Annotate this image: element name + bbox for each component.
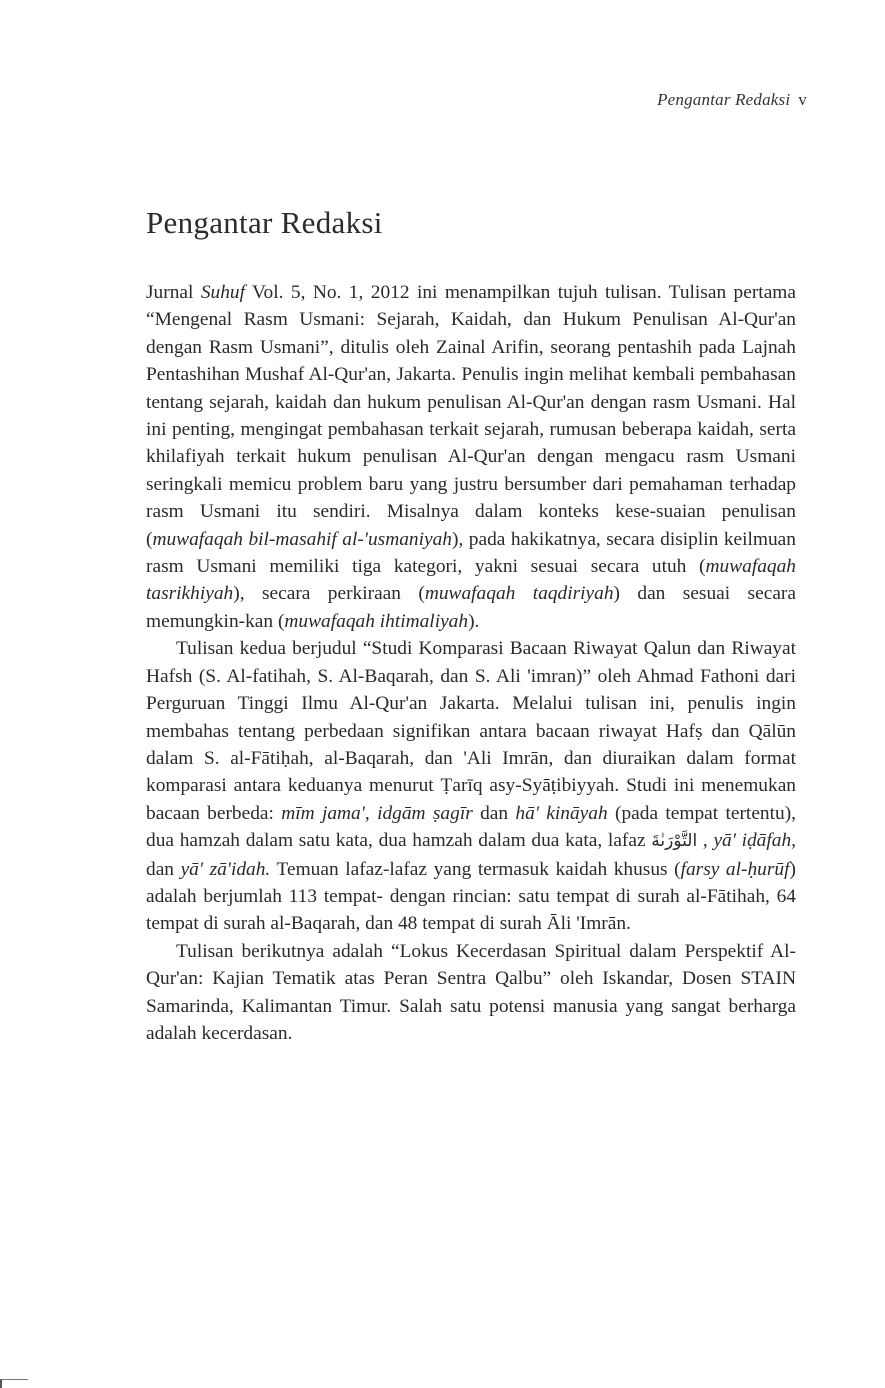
text-run: Jurnal xyxy=(146,282,201,303)
paragraph-3 xyxy=(146,938,796,1048)
text-run: dan xyxy=(472,802,516,824)
text-run: Vol. 5, No. 1, 2012 ini menampilkan tujuh tulisan. Tulisan pertama “Mengenal Rasm Usmani: Sejarah, Kaidah, dan Hukum Penulisan Al-Qur'an dengan Rasm Usmani”, ditulis oleh Zainal Arifin, seorang pentashih pada Lajnah Pentashihan Mushaf Al-Qur'an, Jakarta. Penulis ingin melihat kembali pembahasan tentang sejarah, kaidah dan hukum penulisan Al-Qur'an dengan rasm Usmani. Hal ini penting, mengingat pembahasan terkait sejarah, rumusan beberapa kaidah, serta khilafiyah terkait hukum penulisan Al-Qur'an dengan mengacu rasm Usmani seringkali memicu problem baru yang justru bersumber dari pemahaman terhadap rasm Usmani itu sendiri. Misalnya dalam konteks kese-suaian penulisan ( xyxy=(146,282,796,550)
italic-term: muwafaqah taqdiriyah xyxy=(424,583,614,605)
italic-term: idgām ṣagīr xyxy=(377,802,473,824)
text-run: dan xyxy=(146,858,181,880)
text-run: , xyxy=(364,802,378,824)
scan-corner-mark xyxy=(0,1379,28,1388)
chapter-title: Pengantar Redaksi xyxy=(146,205,383,240)
text-run: ), secara perkiraan ( xyxy=(233,583,425,605)
text-run: ) dan sesuai secara memungkin-kan ( xyxy=(146,583,796,632)
arabic-word: التَّوْرَىٰةَ xyxy=(651,831,698,852)
italic-term: yā' iḍāfah, xyxy=(713,830,796,852)
italic-journal-name: Suhuf xyxy=(200,282,245,303)
text-run: ), pada hakikatnya, secara disiplin keilmuan rasm Usmani memiliki tiga kategori, yakni sesuai secara utuh ( xyxy=(146,528,796,578)
text-run: Temuan lafaz-lafaz yang termasuk kaidah khusus ( xyxy=(270,858,681,880)
text-run: Tulisan berikutnya adalah “Lokus Kecerdasan Spiritual dalam Perspektif Al-Qur'an: Kajian Tematik atas Peran Sentra Qalbu” oleh Iskandar, Dosen STAIN Samarinda, Kalimantan Timur. Salah satu potensi manusia yang sangat berharga adalah kecerdasan. xyxy=(146,940,796,1044)
text-run: , xyxy=(697,830,714,852)
page-number: v xyxy=(798,90,807,109)
italic-term: muwafaqah ihtimaliyah xyxy=(284,610,469,632)
running-header-title: Pengantar Redaksi xyxy=(657,90,791,109)
italic-term: muwafaqah tasrikhiyah xyxy=(146,556,796,605)
text-run: ). xyxy=(468,610,480,632)
text-run: Tulisan kedua berjudul “Studi Komparasi Bacaan Riwayat Qalun dan Riwayat Hafsh (S. Al-fatihah, S. Al-Baqarah, dan S. Ali 'imran)” oleh Ahmad Fathoni dari Perguruan Tinggi Ilmu Al-Qur'an Jakarta. Melalui tulisan ini, penulis ingin membahas tentang perbedaan signifikan antara bacaan riwayat Hafṣ dan Qālūn dalam S. al-Fātiḥah, al-Baqarah, dan 'Ali Imrān, dan diuraikan dalam format komparasi antara keduanya menurut Ṭarīq asy-Syāṭibiyyah. Studi ini menemukan bacaan berbeda: xyxy=(146,638,796,824)
italic-term: mīm jama' xyxy=(281,802,365,824)
italic-term: yā' zā'idah. xyxy=(180,858,271,880)
running-header xyxy=(657,90,807,110)
text-run: (pada tempat tertentu), dua hamzah dalam satu kata, dua hamzah dalam dua kata, lafaz xyxy=(146,802,797,852)
body-text xyxy=(146,279,796,1047)
paragraph-1 xyxy=(146,279,796,635)
italic-term: hā' kināyah xyxy=(515,802,608,824)
paragraph-2 xyxy=(146,635,796,937)
italic-term: farsy al-ḥurūf xyxy=(680,858,790,880)
text-run: ) adalah berjumlah 113 tempat- dengan rincian: satu tempat di surah al-Fātihah, 64 tempat di surah al-Baqarah, dan 48 tempat di surah Āli 'Imrān. xyxy=(146,858,796,935)
italic-term: muwafaqah bil-masahif al-'usmaniyah xyxy=(152,528,452,550)
